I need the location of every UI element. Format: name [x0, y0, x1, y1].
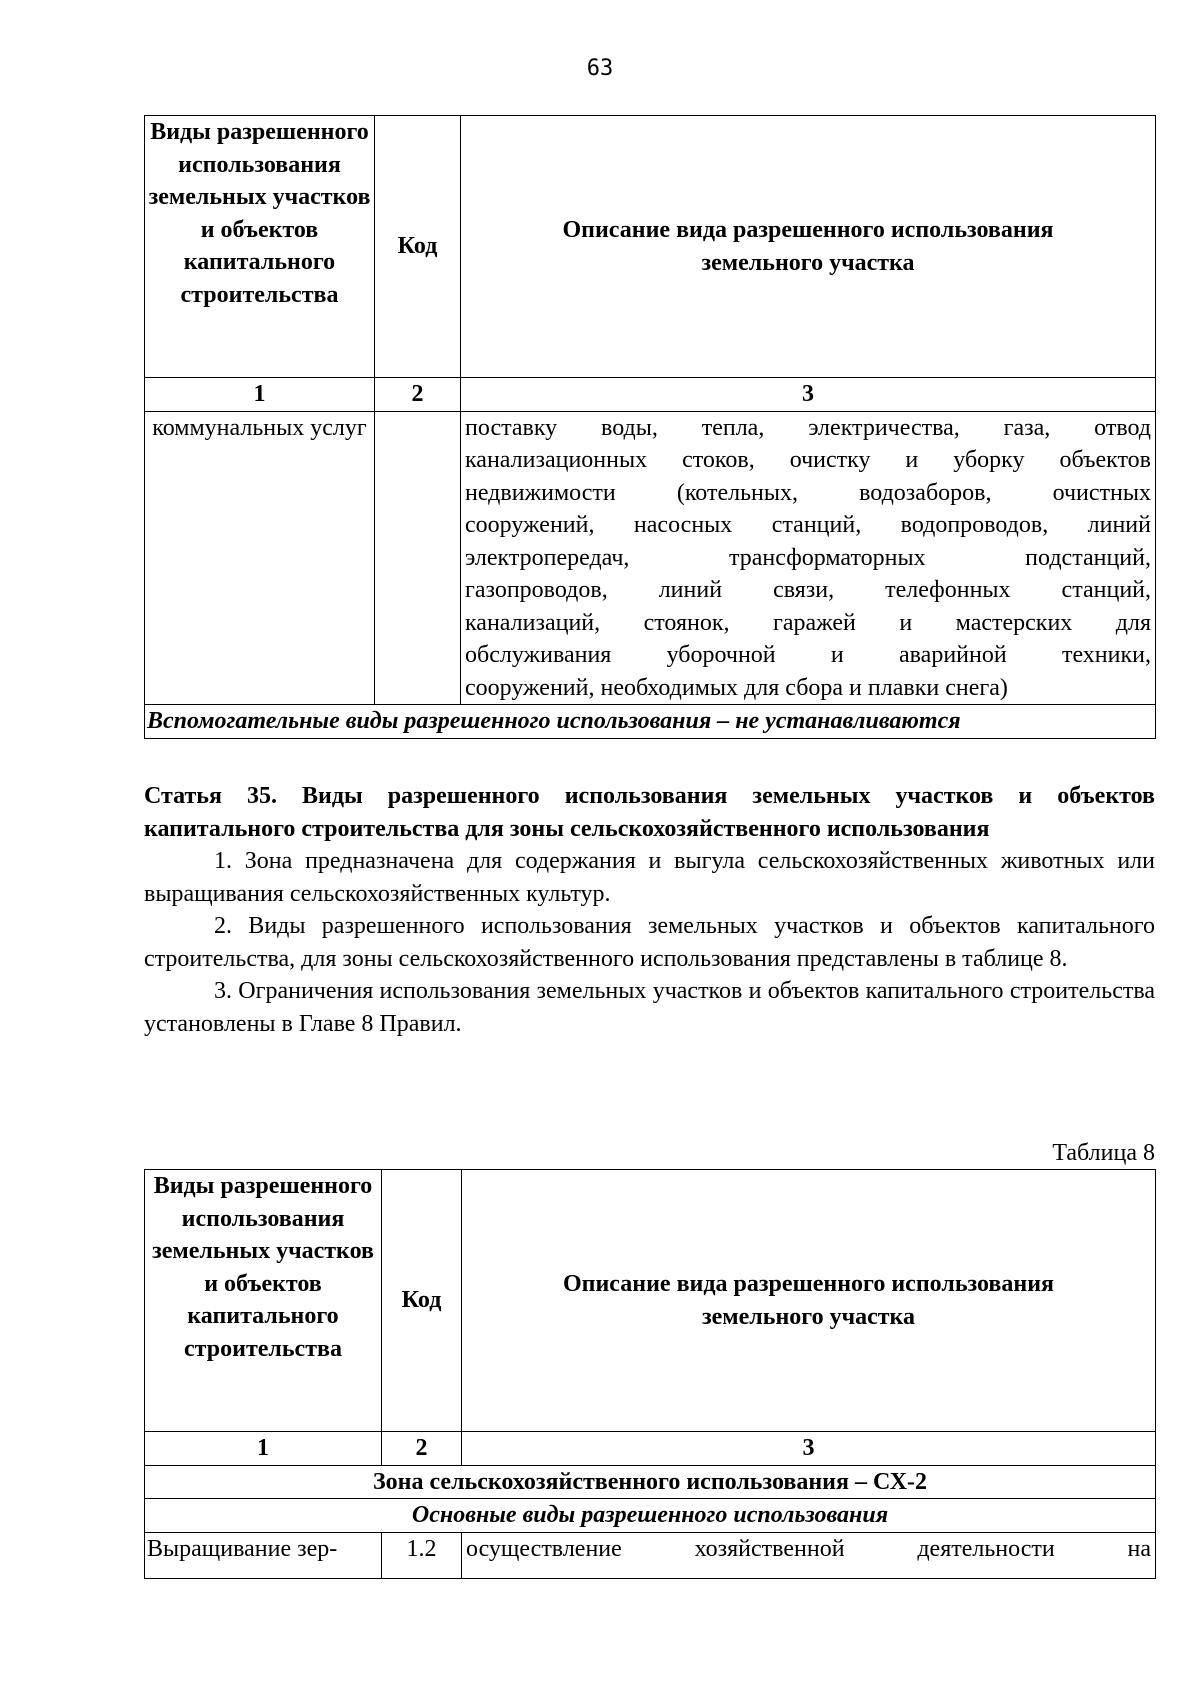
description-line: канализаций, стоянок, гаражей и мастерских для: [465, 609, 1151, 636]
description-line: сооружений, необходимых для сбора и плавки снега): [465, 674, 1008, 701]
page-number: 63: [586, 56, 614, 81]
land-use-table-continued: [144, 115, 1156, 739]
column-number: 1: [145, 1432, 382, 1466]
description-line: поставку воды, тепла, электричества, газа, отвод: [465, 414, 1151, 441]
land-use-name: Выращивание зер-: [145, 1532, 382, 1578]
main-types-row: Основные виды разрешенного использования: [145, 1499, 1156, 1533]
land-use-name: коммунальных услуг: [145, 411, 375, 705]
description-line: сооружений, насосных станций, водопроводов, линий: [465, 512, 1151, 538]
article-paragraph: 1. Зона предназначена для содержания и выгула сельскохозяйственных животных или выращивания сельскохозяйственных культур.: [144, 848, 1155, 907]
land-use-table-8: [144, 1169, 1156, 1579]
article-paragraph: 2. Виды разрешенного использования земельных участков и объектов капитального строительства, для зоны сельскохозяйственного использования представлены в таблице 8.: [144, 913, 1155, 972]
land-use-code: [375, 411, 461, 705]
auxiliary-types-row: Вспомогательные виды разрешенного использования – не устанавливаются: [145, 705, 1156, 739]
header-code: Код: [382, 1170, 462, 1432]
article-paragraph: 3. Ограничения использования земельных участков и объектов капитального строительства установлены в Главе 8 Правил.: [144, 978, 1155, 1037]
header-code: Код: [375, 116, 461, 378]
description-line: обслуживания уборочной и аварийной техники,: [465, 642, 1151, 668]
article-35: [144, 780, 1155, 1040]
header-land-use-type: Виды разрешенного использования земельных участков и объектов капитального строительства: [145, 116, 375, 378]
column-number: 1: [145, 378, 375, 412]
column-number: 3: [462, 1432, 1156, 1466]
table-label: Таблица 8: [1052, 1140, 1155, 1166]
column-number: 3: [461, 378, 1156, 412]
land-use-code: 1.2: [382, 1532, 462, 1578]
header-description: Описание вида разрешенного использования земельного участка: [461, 116, 1156, 378]
header-land-use-type: Виды разрешенного использования земельных участков и объектов капитального строительства: [145, 1170, 382, 1432]
column-number: 2: [375, 378, 461, 412]
description-line: недвижимости (котельных, водозаборов, очистных: [465, 479, 1151, 506]
article-title: Статья 35. Виды разрешенного использования земельных участков и объектов капитального строительства для зоны сельскохозяйственного использования: [144, 783, 1155, 842]
zone-row: Зона сельскохозяйственного использования – СХ-2: [145, 1465, 1156, 1499]
description-line: газопроводов, линий связи, телефонных станций,: [465, 577, 1151, 603]
land-use-description: [461, 411, 1156, 705]
description-line: электропередач, трансформаторных подстанций,: [465, 544, 1151, 571]
description-line: канализационных стоков, очистку и уборку объектов: [465, 447, 1151, 473]
land-use-description: осуществление хозяйственной деятельности на: [462, 1532, 1156, 1578]
header-description: Описание вида разрешенного использования земельного участка: [462, 1170, 1156, 1432]
column-number: 2: [382, 1432, 462, 1466]
